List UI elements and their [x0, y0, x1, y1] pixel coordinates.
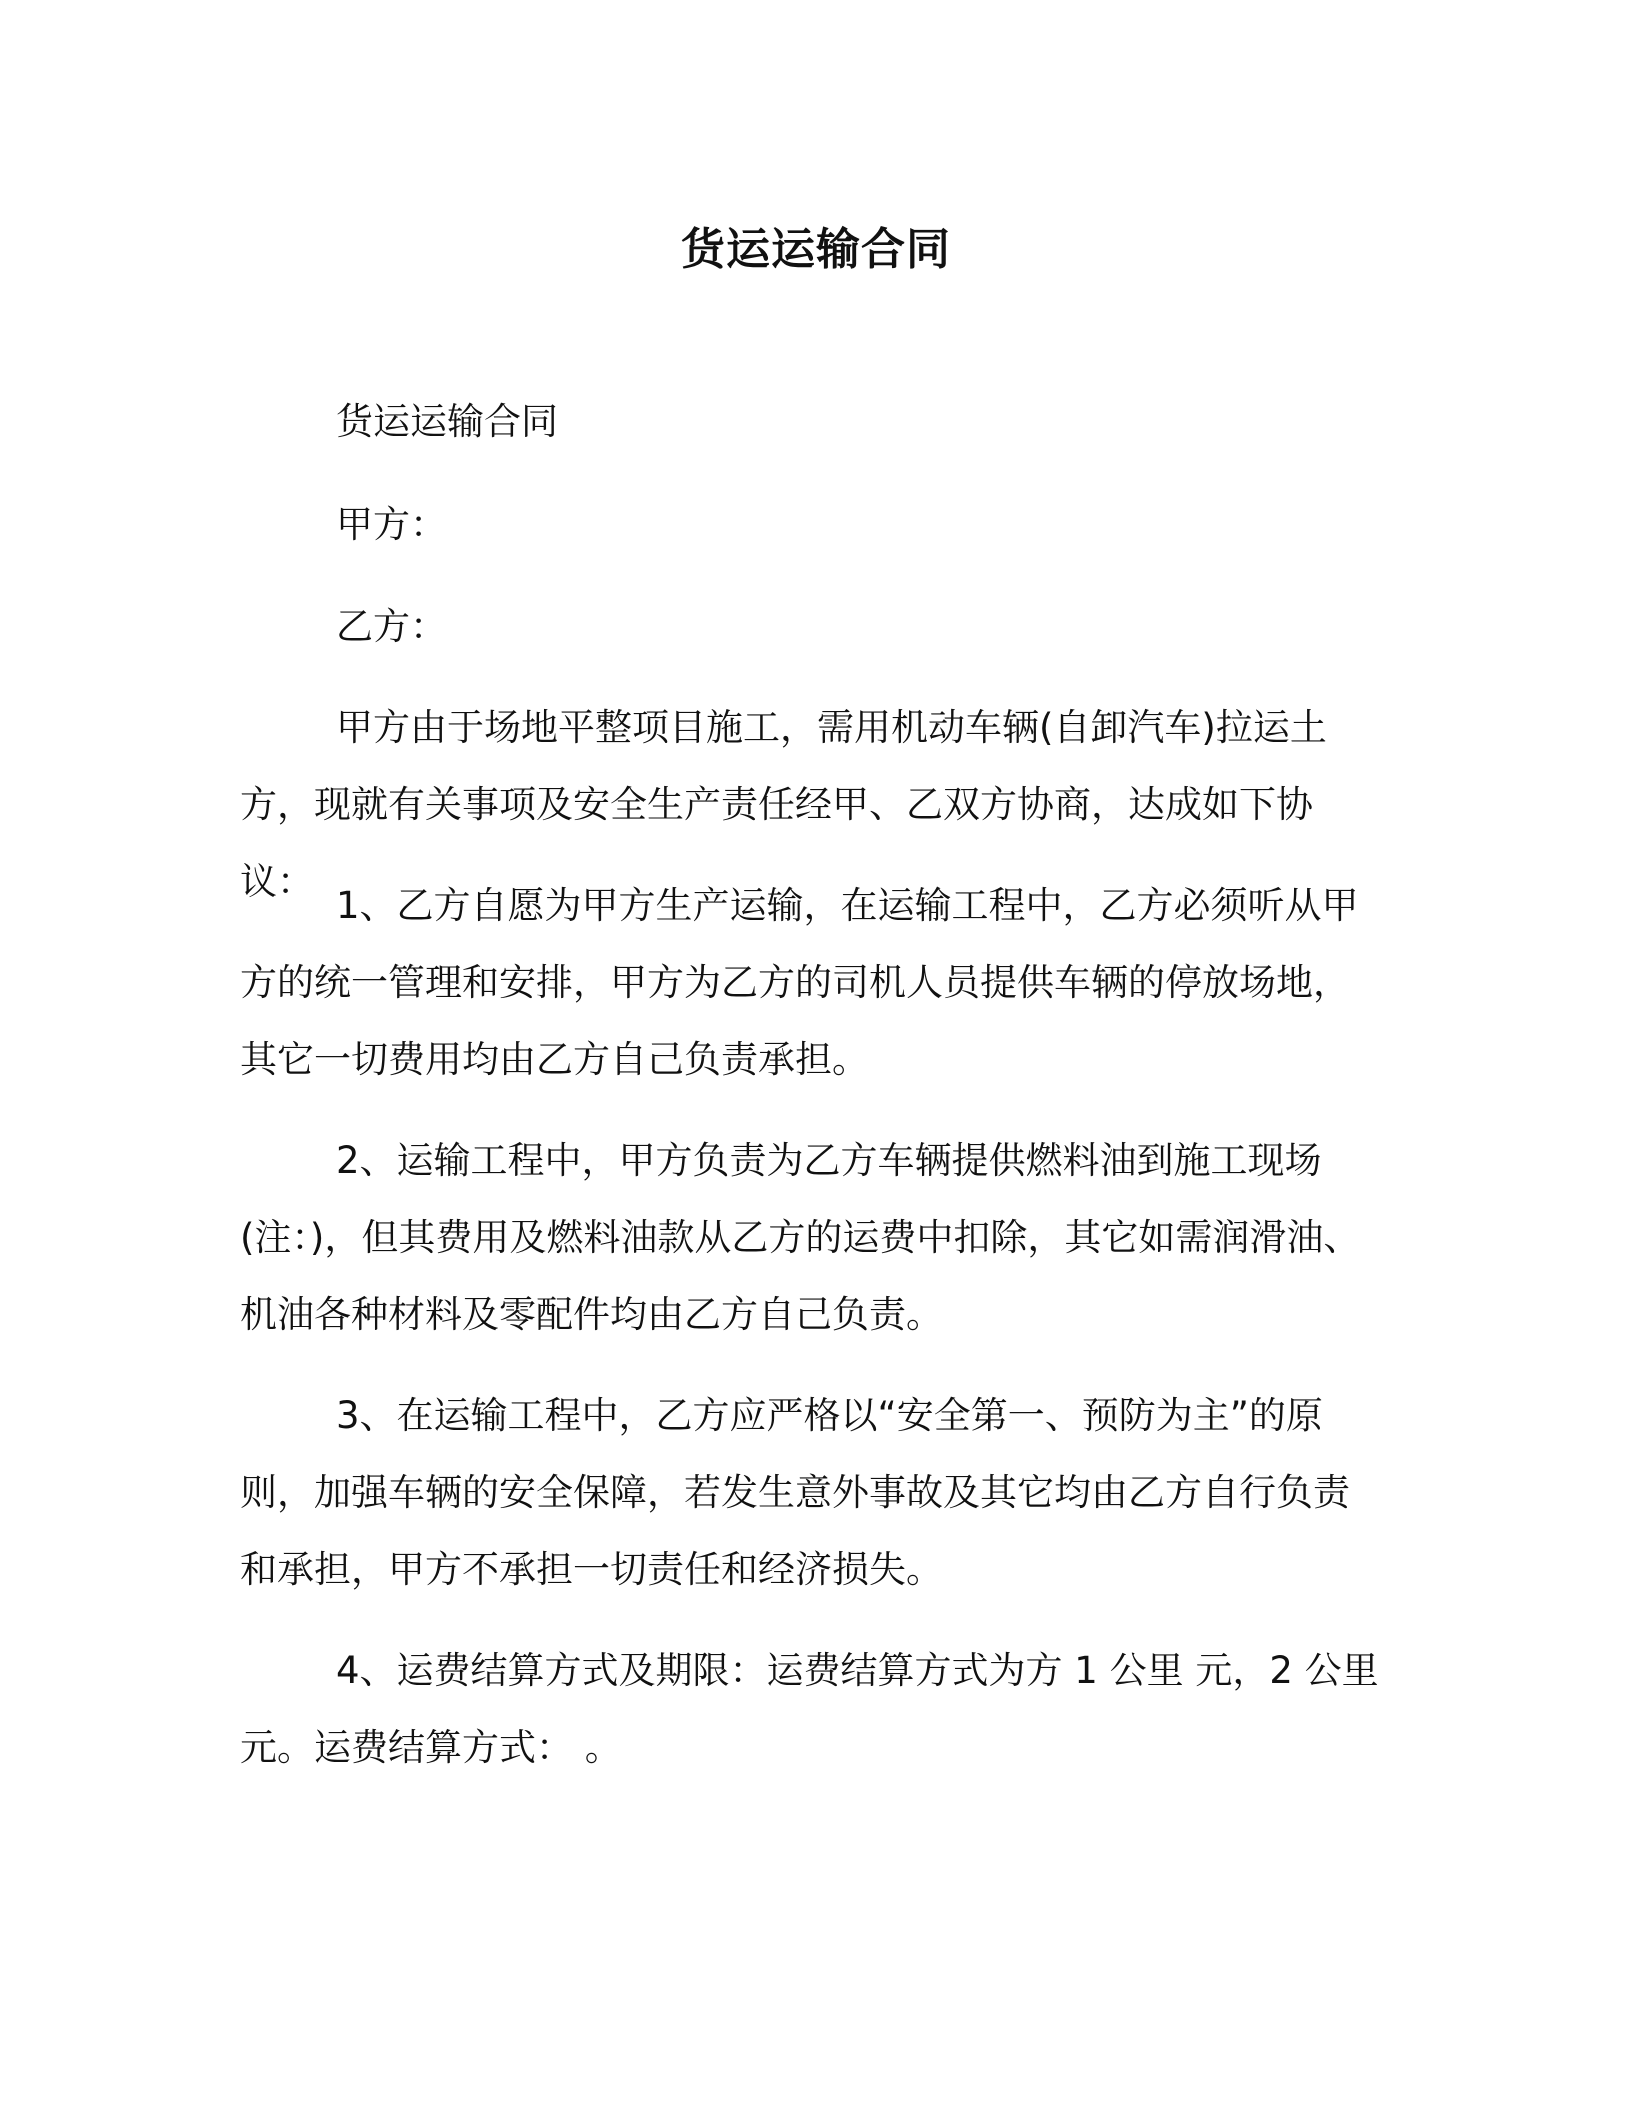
paragraph-clause-1: [240, 867, 1380, 1098]
party-a-label: 甲方：: [336, 503, 447, 546]
paragraph-clause-2: [240, 1122, 1380, 1353]
paragraph-clause-4: [240, 1632, 1380, 1786]
paragraph-text: 4、运费结算方式及期限：运费结算方式为方 1 公里 元，2 公里 元。运费结算方式： 。: [240, 1649, 1379, 1769]
paragraph-clause-3: [240, 1377, 1380, 1608]
paragraph-text: 3、在运输工程中，乙方应严格以“安全第一、预防为主”的原则，加强车辆的安全保障，若发生意外事故及其它均由乙方自行负责和承担，甲方不承担一切责任和经济损失。: [240, 1394, 1350, 1591]
document-subtitle: 货运运输合同: [336, 400, 558, 443]
document-title: 货运运输合同: [681, 224, 951, 275]
party-b-label: 乙方：: [336, 605, 447, 648]
paragraph-text: 2、运输工程中，甲方负责为乙方车辆提供燃料油到施工现场(注：)，但其费用及燃料油款从乙方的运费中扣除，其它如需润滑油、机油各种材料及零配件均由乙方自己负责。: [240, 1139, 1361, 1336]
paragraph-text: 1、乙方自愿为甲方生产运输，在运输工程中，乙方必须听从甲方的统一管理和安排，甲方为乙方的司机人员提供车辆的停放场地，其它一切费用均由乙方自己负责承担。: [240, 884, 1359, 1081]
paragraph-text: 甲方由于场地平整项目施工，需用机动车辆(自卸汽车)拉运土方，现就有关事项及安全生产责任经甲、乙双方协商，达成如下协议：: [240, 706, 1327, 903]
